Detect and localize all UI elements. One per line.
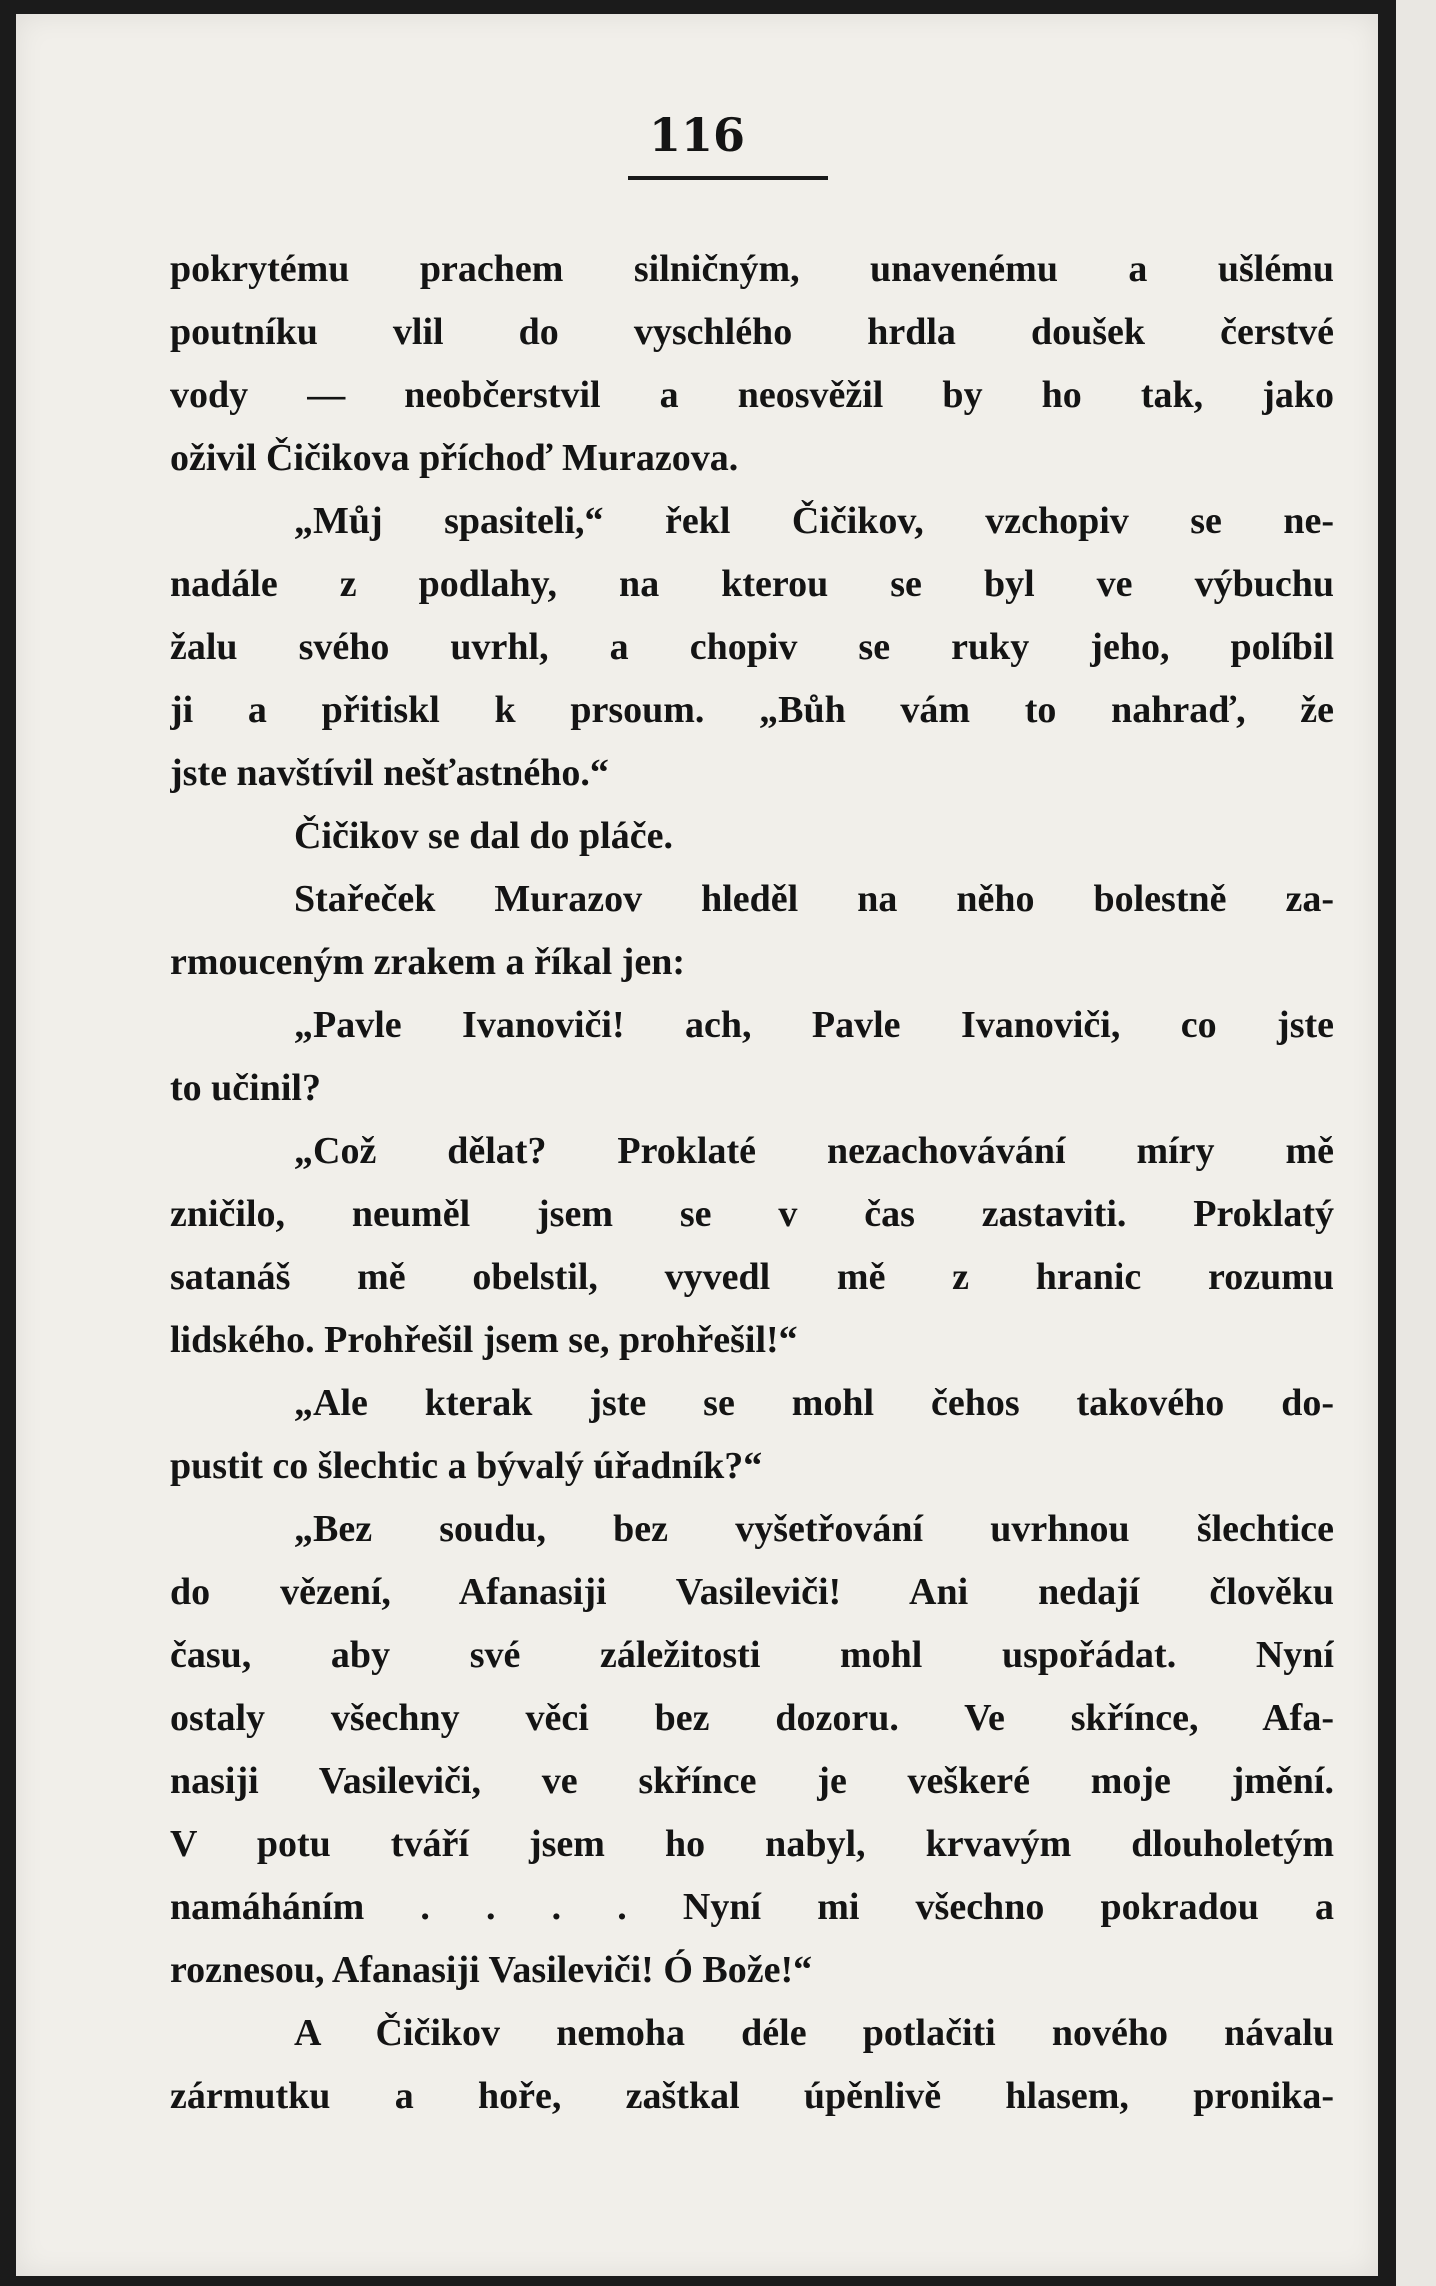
header-rule bbox=[628, 176, 828, 180]
text-line: namáháním . . . . Nyní mi všechno pokradou a bbox=[170, 1886, 1334, 1928]
text-line: roznesou, Afanasiji Vasileviči! Ó Bože!“ bbox=[170, 1949, 813, 1991]
body-text bbox=[170, 238, 1334, 2128]
text-line: nasiji Vasileviči, ve skřínce je veškeré moje jmění. bbox=[170, 1760, 1334, 1802]
text-line: „Můj spasiteli,“ řekl Čičikov, vzchopiv se ne- bbox=[294, 500, 1334, 542]
text-line: ji a přitiskl k prsoum. „Bůh vám to nahraď, že bbox=[170, 689, 1334, 731]
text-line: „Což dělat? Proklaté nezachovávání míry mě bbox=[294, 1130, 1334, 1172]
text-line: žalu svého uvrhl, a chopiv se ruky jeho, políbil bbox=[170, 626, 1334, 668]
text-line: satanáš mě obelstil, vyvedl mě z hranic rozumu bbox=[170, 1256, 1334, 1298]
text-line: „Pavle Ivanoviči! ach, Pavle Ivanoviči, co jste bbox=[294, 1004, 1334, 1046]
text-line: „Bez soudu, bez vyšetřování uvrhnou šlechtice bbox=[294, 1508, 1334, 1550]
adjacent-page-edge bbox=[1396, 0, 1436, 2286]
text-line: času, aby své záležitosti mohl uspořádat. Nyní bbox=[170, 1634, 1334, 1676]
text-line: oživil Čičikova příchoď Murazova. bbox=[170, 437, 739, 479]
text-line: zármutku a hoře, zaštkal úpěnlivě hlasem, pronika- bbox=[170, 2075, 1334, 2117]
text-line: ostaly všechny věci bez dozoru. Ve skřínce, Afa- bbox=[170, 1697, 1334, 1739]
text-line: A Čičikov nemoha déle potlačiti nového návalu bbox=[294, 2012, 1334, 2054]
book-page bbox=[16, 14, 1378, 2276]
text-line: zničilo, neuměl jsem se v čas zastaviti. Proklatý bbox=[170, 1193, 1334, 1235]
text-line: lidského. Prohřešil jsem se, prohřešil!“ bbox=[170, 1319, 798, 1361]
text-line: rmouceným zrakem a říkal jen: bbox=[170, 941, 685, 983]
text-line: V potu tváří jsem ho nabyl, krvavým dlouholetým bbox=[170, 1823, 1334, 1865]
text-line: Stařeček Murazov hleděl na něho bolestně za- bbox=[294, 878, 1334, 920]
text-line: vody — neobčerstvil a neosvěžil by ho tak, jako bbox=[170, 374, 1334, 416]
text-line: poutníku vlil do vyschlého hrdla doušek čerstvé bbox=[170, 311, 1334, 353]
text-line: „Ale kterak jste se mohl čehos takového do- bbox=[294, 1382, 1334, 1424]
page-number: 116 bbox=[648, 108, 746, 162]
text-line: to učinil? bbox=[170, 1067, 321, 1109]
text-line: do vězení, Afanasiji Vasileviči! Ani nedají člověku bbox=[170, 1571, 1334, 1613]
text-line: pokrytému prachem silničným, unavenému a ušlému bbox=[170, 248, 1334, 290]
text-line: nadále z podlahy, na kterou se byl ve výbuchu bbox=[170, 563, 1334, 605]
text-line: Čičikov se dal do pláče. bbox=[294, 815, 673, 857]
text-line: jste navštívil nešťastného.“ bbox=[170, 752, 609, 794]
text-line: pustit co šlechtic a bývalý úřadník?“ bbox=[170, 1445, 763, 1487]
